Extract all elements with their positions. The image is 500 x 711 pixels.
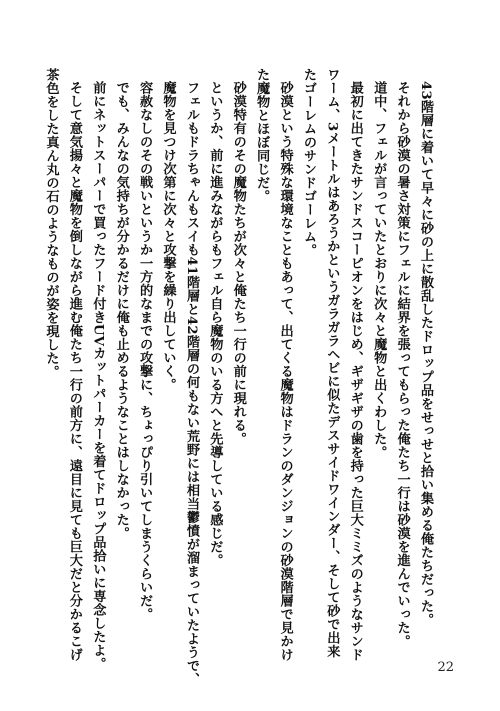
text-line: 砂漠という特殊な環境なこともあって、出てくる魔物はドランのダンジョンの砂漠階層で見かけ [277,81,293,662]
text-line: 容赦なしのその戦いというか一方的なまでの攻撃に、ちょっぴり引いてしまうくらいだ。 [137,81,153,622]
body-text [39,68,437,687]
text-line: 魔物を見つけ次第に次々と攻撃を繰り出していく。 [160,81,176,392]
page-number: 22 [437,660,454,675]
text-line: ワーム、3メートルはあろうかというガラガラヘビに似たデスサイドワインダー、そして砂で出来 [324,68,340,658]
text-line: 道中、フェルが言っていたとおりに次々と魔物と出くわした。 [371,81,387,460]
text-line: 前にネットスーパーで買ったフード付きUVカットパーカーを着てドロップ品拾いに専念したよ。 [90,81,106,671]
text-line: そして意気揚々と魔物を倒しながら進む俺たち一行の前方に、遠目に見ても巨大だと分かるこげ [66,81,82,662]
text-line: でも、みんなの気持ちが分かるだけに俺も止めるようなことはしなかった。 [113,81,129,541]
text-line: 砂漠特有のその魔物たちが次々と俺たち一行の前に現れる。 [230,81,246,446]
text-line: 43階層に着いて早々に砂の上に散乱したドロップ品をせっせと拾い集める俺たちだった。 [418,81,433,627]
text-line: たゴーレムのサンドゴーレム。 [300,68,316,257]
text-line: というか、前に進みながらもフェル自ら魔物のいる方へと先導している感じだ。 [207,81,223,568]
text-line: 茶色をした真ん丸の石のようなものが姿を現した。 [43,68,59,379]
text-line: 最初に出てきたサンドスコーピオンをはじめ、ギザギザの歯を持った巨大ミミズのようなサンド [347,81,363,662]
text-line: た魔物とほぼ同じだ。 [254,68,270,203]
text-line: それから砂漠の暑さ対策にフェルに結界を張ってもらった俺たち一行は砂漠を進んでいった。 [394,81,410,649]
text-line: フェルもドラちゃんもスイも41階層と42階層の何もない荒野には相当鬱憤が溜まっていたようで、 [183,81,199,687]
